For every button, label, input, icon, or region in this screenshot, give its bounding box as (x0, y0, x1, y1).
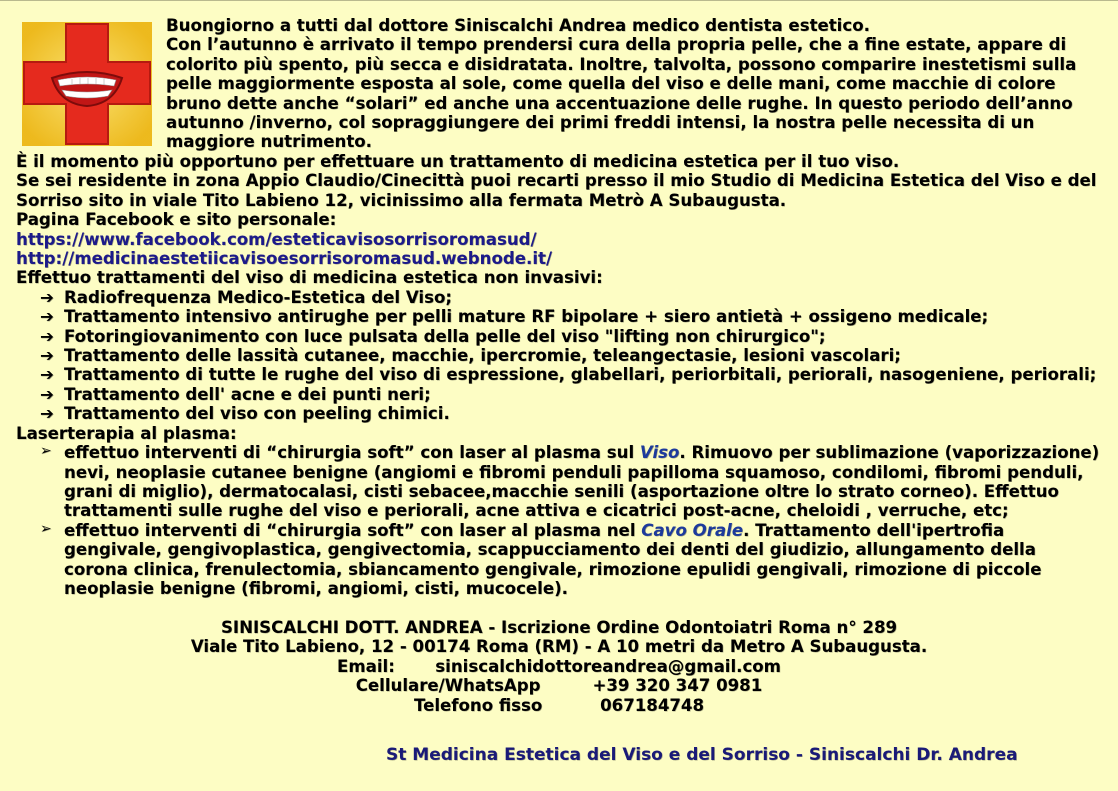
mobile-label: Cellulare/WhatsApp (355, 676, 541, 696)
intro-line: pelle maggiormente esposta al sole, come quella del viso e delle mani, come macchie di colore (166, 74, 1056, 94)
facebook-link[interactable]: https://www.facebook.com/esteticavisosorrisoromasud/ (16, 229, 537, 249)
intro-paragraph (166, 16, 1096, 152)
viso-highlight: Viso (639, 443, 680, 463)
triangle-bullet-icon: ➢ (40, 520, 52, 537)
mobile-row (0, 676, 1118, 695)
cavo-orale-highlight: Cavo Orale (641, 520, 744, 540)
email-value[interactable]: siniscalchidottoreandrea@gmail.com (435, 656, 781, 676)
email-label: Email: (337, 656, 395, 676)
intro-line: maggiore nutrimento. (166, 132, 372, 152)
intro-line: autunno /inverno, col sopraggiungere dei primi freddi intensi, la nostra pelle necessita di un (166, 113, 1035, 133)
treatment-item: ➔ Trattamento delle lassità cutanee, macchie, ipercromie, teleangectasie, lesioni vascolari; (40, 346, 901, 366)
treatment-item: ➔ Fotoringiovanimento con luce pulsata della pelle del viso "lifting non chirurgico"; (40, 326, 826, 346)
landline-row (0, 696, 1118, 715)
intro-line: bruno dette anche “solari” ed anche una accentuazione delle rughe. In questo periodo dell’anno (166, 93, 1073, 113)
treatment-item: ➔ Trattamento di tutte le rughe del viso di espressione, glabellari, periorbitali, periorali, nasogeniene, periorali; (40, 365, 1097, 385)
arrow-right-icon: ➔ (40, 384, 54, 404)
treatment-item: ➔ Radiofrequenza Medico-Estetica del Viso; (40, 287, 453, 307)
arrow-right-icon: ➔ (40, 404, 54, 424)
footer-signature: St Medicina Estetica del Viso e del Sorriso - Siniscalchi Dr. Andrea (386, 745, 1018, 765)
intro-line: Buongiorno a tutti dal dottore Siniscalchi Andrea medico dentista estetico. (166, 16, 870, 35)
mobile-value[interactable]: +39 320 347 0981 (592, 676, 763, 696)
resident-text: Sorriso sito in viale Tito Labieno 12, vicinissimo alla fermata Metrò A Subaugusta. (16, 190, 787, 210)
laser-item: ➢ effettuo interventi di “chirurgia soft” con laser al plasma nel Cavo Orale. Trattamento dell'ipertrofia gengivale, gengivoplastica, gengivectomia, scappucciamento dei denti del giudizio, allungamento della corona clinica, frenulectomia, sbiancamento gengivale, rimozione epulidi gengivali, rimozione di piccole neoplasie benigne (fibromi, angiomi, cisti, mucocele). (40, 520, 1042, 598)
triangle-bullet-icon: ➢ (40, 443, 52, 460)
arrow-right-icon: ➔ (40, 307, 54, 327)
landline-label: Telefono fisso (413, 695, 543, 715)
laser-item: ➢ effettuo interventi di “chirurgia soft” con laser al plasma sul Viso. Rimuovo per sublimazione (vaporizzazione) nevi, neoplasie cutanee benigne (angiomi e fibromi penduli papilloma squamoso, condilomi, fibromi penduli, grani di miglio), dermatocalasi, cisti sebacee,macchie senili (asportazione oltre lo strato corneo). Effettuo trattamenti sulle rughe del viso e periorali, acne attiva e cicatrici post-acne, cheloidi , verruche, etc; (40, 443, 1100, 521)
top-border (0, 0, 1118, 1)
email-row (0, 657, 1118, 676)
arrow-right-icon: ➔ (40, 326, 54, 346)
website-link[interactable]: http://medicinaestetiicavisoesorrisoromasud.webnode.it/ (16, 249, 552, 269)
landline-value[interactable]: 067184748 (600, 695, 705, 715)
intro-line: Con l’autunno è arrivato il tempo prendersi cura della propria pelle, che a fine estate, appare di (166, 35, 1067, 55)
arrow-right-icon: ➔ (40, 287, 54, 307)
laser-title: Laserterapia al plasma: (16, 423, 237, 443)
treatment-item: ➔ Trattamento del viso con peeling chimici. (40, 404, 450, 424)
treatment-item: ➔ Trattamento intensivo antirughe per pelli mature RF bipolare + siero antietà + ossigeno medicale; (40, 307, 989, 327)
registration-text: SINISCALCHI DOTT. ANDREA - Iscrizione Ordine Odontoiatri Roma n° 289 (220, 618, 898, 637)
contact-block (0, 618, 1118, 715)
treatment-item: ➔ Trattamento dell' acne e dei punti neri; (40, 384, 431, 404)
arrow-right-icon: ➔ (40, 365, 54, 385)
resident-text: Se sei residente in zona Appio Claudio/Cinecittà puoi recarti presso il mio Studio di Medicina Estetica del Viso e del (16, 171, 1097, 191)
arrow-right-icon: ➔ (40, 346, 54, 366)
facebook-label: Pagina Facebook e sito personale: (16, 210, 337, 230)
treatments-title: Effettuo trattamenti del viso di medicina estetica non invasivi: (16, 268, 603, 288)
moment-text: È il momento più opportuno per effettuare un trattamento di medicina estetica per il tuo viso. (16, 152, 900, 171)
main-content (16, 152, 1112, 598)
dental-cross-logo (22, 22, 152, 146)
intro-line: colorito più spento, più secca e disidratata. Inoltre, talvolta, possono comparire inestetismi sulla (166, 54, 1077, 74)
address-text: Viale Tito Labieno, 12 - 00174 Roma (RM) - A 10 metri da Metro A Subaugusta. (190, 637, 928, 657)
